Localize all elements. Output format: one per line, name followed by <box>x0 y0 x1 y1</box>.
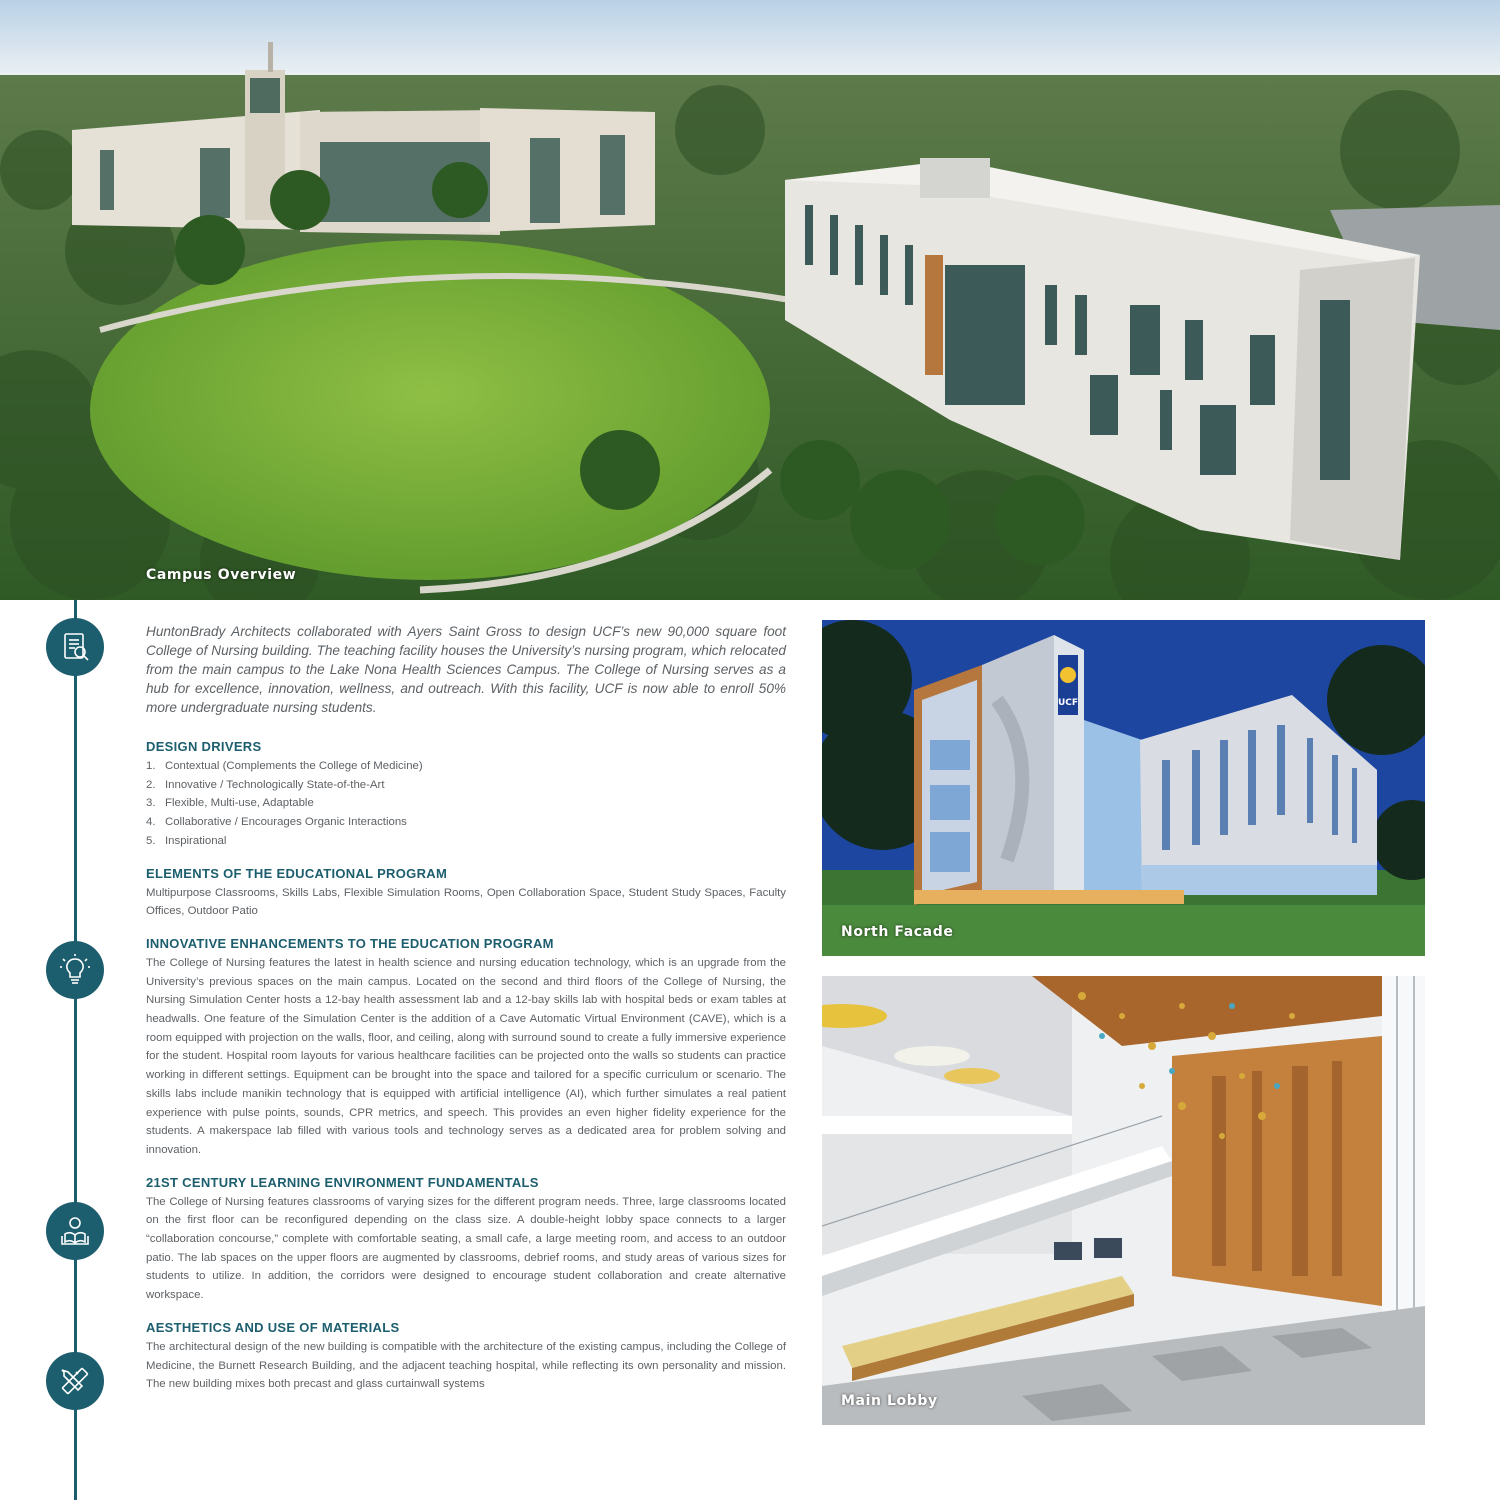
campus-aerial-illustration <box>0 0 1500 600</box>
aesthetics-body: The architectural design of the new building is compatible with the architecture of the existing campus, including the College of Medicine, the Burnett Research Building, and the adjacent teaching hospital, while reflecting its own personality and mission. The new building mixes both precast and glass curtainwall systems <box>146 1340 786 1391</box>
north-facade-illustration <box>822 620 1425 956</box>
north-facade-photo <box>822 620 1425 956</box>
intro-paragraph: HuntonBrady Architects collaborated with Ayers Saint Gross to design UCF’s new 90,000 square foot College of Nursing building. The teaching facility houses the University’s nursing program, which relocated from the main campus to the Lake Nona Health Sciences Campus. The College of Nursing serves as a hub for excellence, innovation, wellness, and outreach. With this facility, UCF is now able to enroll 50% more undergraduate nursing students. <box>146 624 786 715</box>
aesthetics-heading: AESTHETICS AND USE OF MATERIALS <box>146 1319 400 1335</box>
campus-overview-photo <box>0 0 1500 600</box>
campus-overview-caption: Campus Overview <box>146 567 297 583</box>
article-text-column <box>146 622 786 1409</box>
fundamentals-body: The College of Nursing features classrooms of varying sizes for the different program needs. Three, large classrooms located on the first floor can be reconfigured depending on the class size. A double-height lobby space connects to a larger “collaboration concourse,” complete with comfortable seating, a small cafe, a large meeting room, and access to an outdoor patio. The lab spaces on the upper floors are augmented by classrooms, debrief rooms, and study areas of various sizes for students to utilize. In addition, the corridors were designed to encourage student collaboration and create alternative workspace. <box>146 1195 786 1302</box>
list-item: 5. Inspirational <box>146 834 227 847</box>
list-item: 3. Flexible, Multi-use, Adaptable <box>146 797 314 810</box>
lightbulb-icon <box>46 941 104 999</box>
student-reading-icon <box>46 1202 104 1260</box>
design-drivers-list <box>146 757 786 851</box>
elements-heading: ELEMENTS OF THE EDUCATIONAL PROGRAM <box>146 865 448 881</box>
design-drivers-section <box>146 739 786 851</box>
main-lobby-photo <box>822 976 1425 1425</box>
main-lobby-caption: Main Lobby <box>841 1393 938 1409</box>
document-search-icon <box>46 618 104 676</box>
list-item: 4. Collaborative / Encourages Organic Interactions <box>146 816 407 829</box>
list-item: 2. Innovative / Technologically State-of-the-Art <box>146 778 385 791</box>
main-lobby-illustration <box>822 976 1425 1425</box>
north-facade-caption: North Facade <box>841 924 954 940</box>
design-drivers-heading: DESIGN DRIVERS <box>146 739 262 754</box>
aesthetics-section <box>146 1320 786 1394</box>
enhancements-body: The College of Nursing features the latest in health science and nursing education technology, which is an upgrade from the University’s previous spaces on the main campus. Located on the second and third floors of the College of Nursing, the Nursing Simulation Center hosts a 12-bay health assessment lab and a 12-bay skills lab with hospital beds or exam tables at headwalls. One feature of the Simulation Center is the addition of a Cave Automatic Virtual Environment (CAVE), which is a room equipped with projection on the walls, floor, and ceiling, along with surround sound to create a fully immersive experience for the student. Hospital room layouts for various healthcare facilities can be projected onto the walls so students can practice working in different settings. Equipment can be brought into the space and tailored for a specific curriculum or scenario. The skills labs include manikin technology that is equipped with artificial intelligence (AI), which further simulates a real patient experience with pulse points, sounds, CPR metrics, and speech. This provides an even higher fidelity experience for the students. A makerspace lab filled with various tools and technology serves as a dedicated area for problem solving and innovation. <box>146 956 786 1156</box>
elements-section <box>146 866 786 921</box>
ucf-sign: UCF <box>1057 698 1079 708</box>
elements-body: Multipurpose Classrooms, Skills Labs, Flexible Simulation Rooms, Open Collaboration Space, Student Study Spaces, Faculty Offices, Outdoor Patio <box>146 886 786 918</box>
fundamentals-section <box>146 1175 786 1305</box>
enhancements-heading: INNOVATIVE ENHANCEMENTS TO THE EDUCATION PROGRAM <box>146 935 554 951</box>
list-item: 1. Contextual (Complements the College of Medicine) <box>146 760 423 772</box>
fundamentals-heading: 21ST CENTURY LEARNING ENVIRONMENT FUNDAMENTALS <box>146 1174 539 1190</box>
enhancements-section <box>146 936 786 1160</box>
pencil-ruler-icon <box>46 1352 104 1410</box>
